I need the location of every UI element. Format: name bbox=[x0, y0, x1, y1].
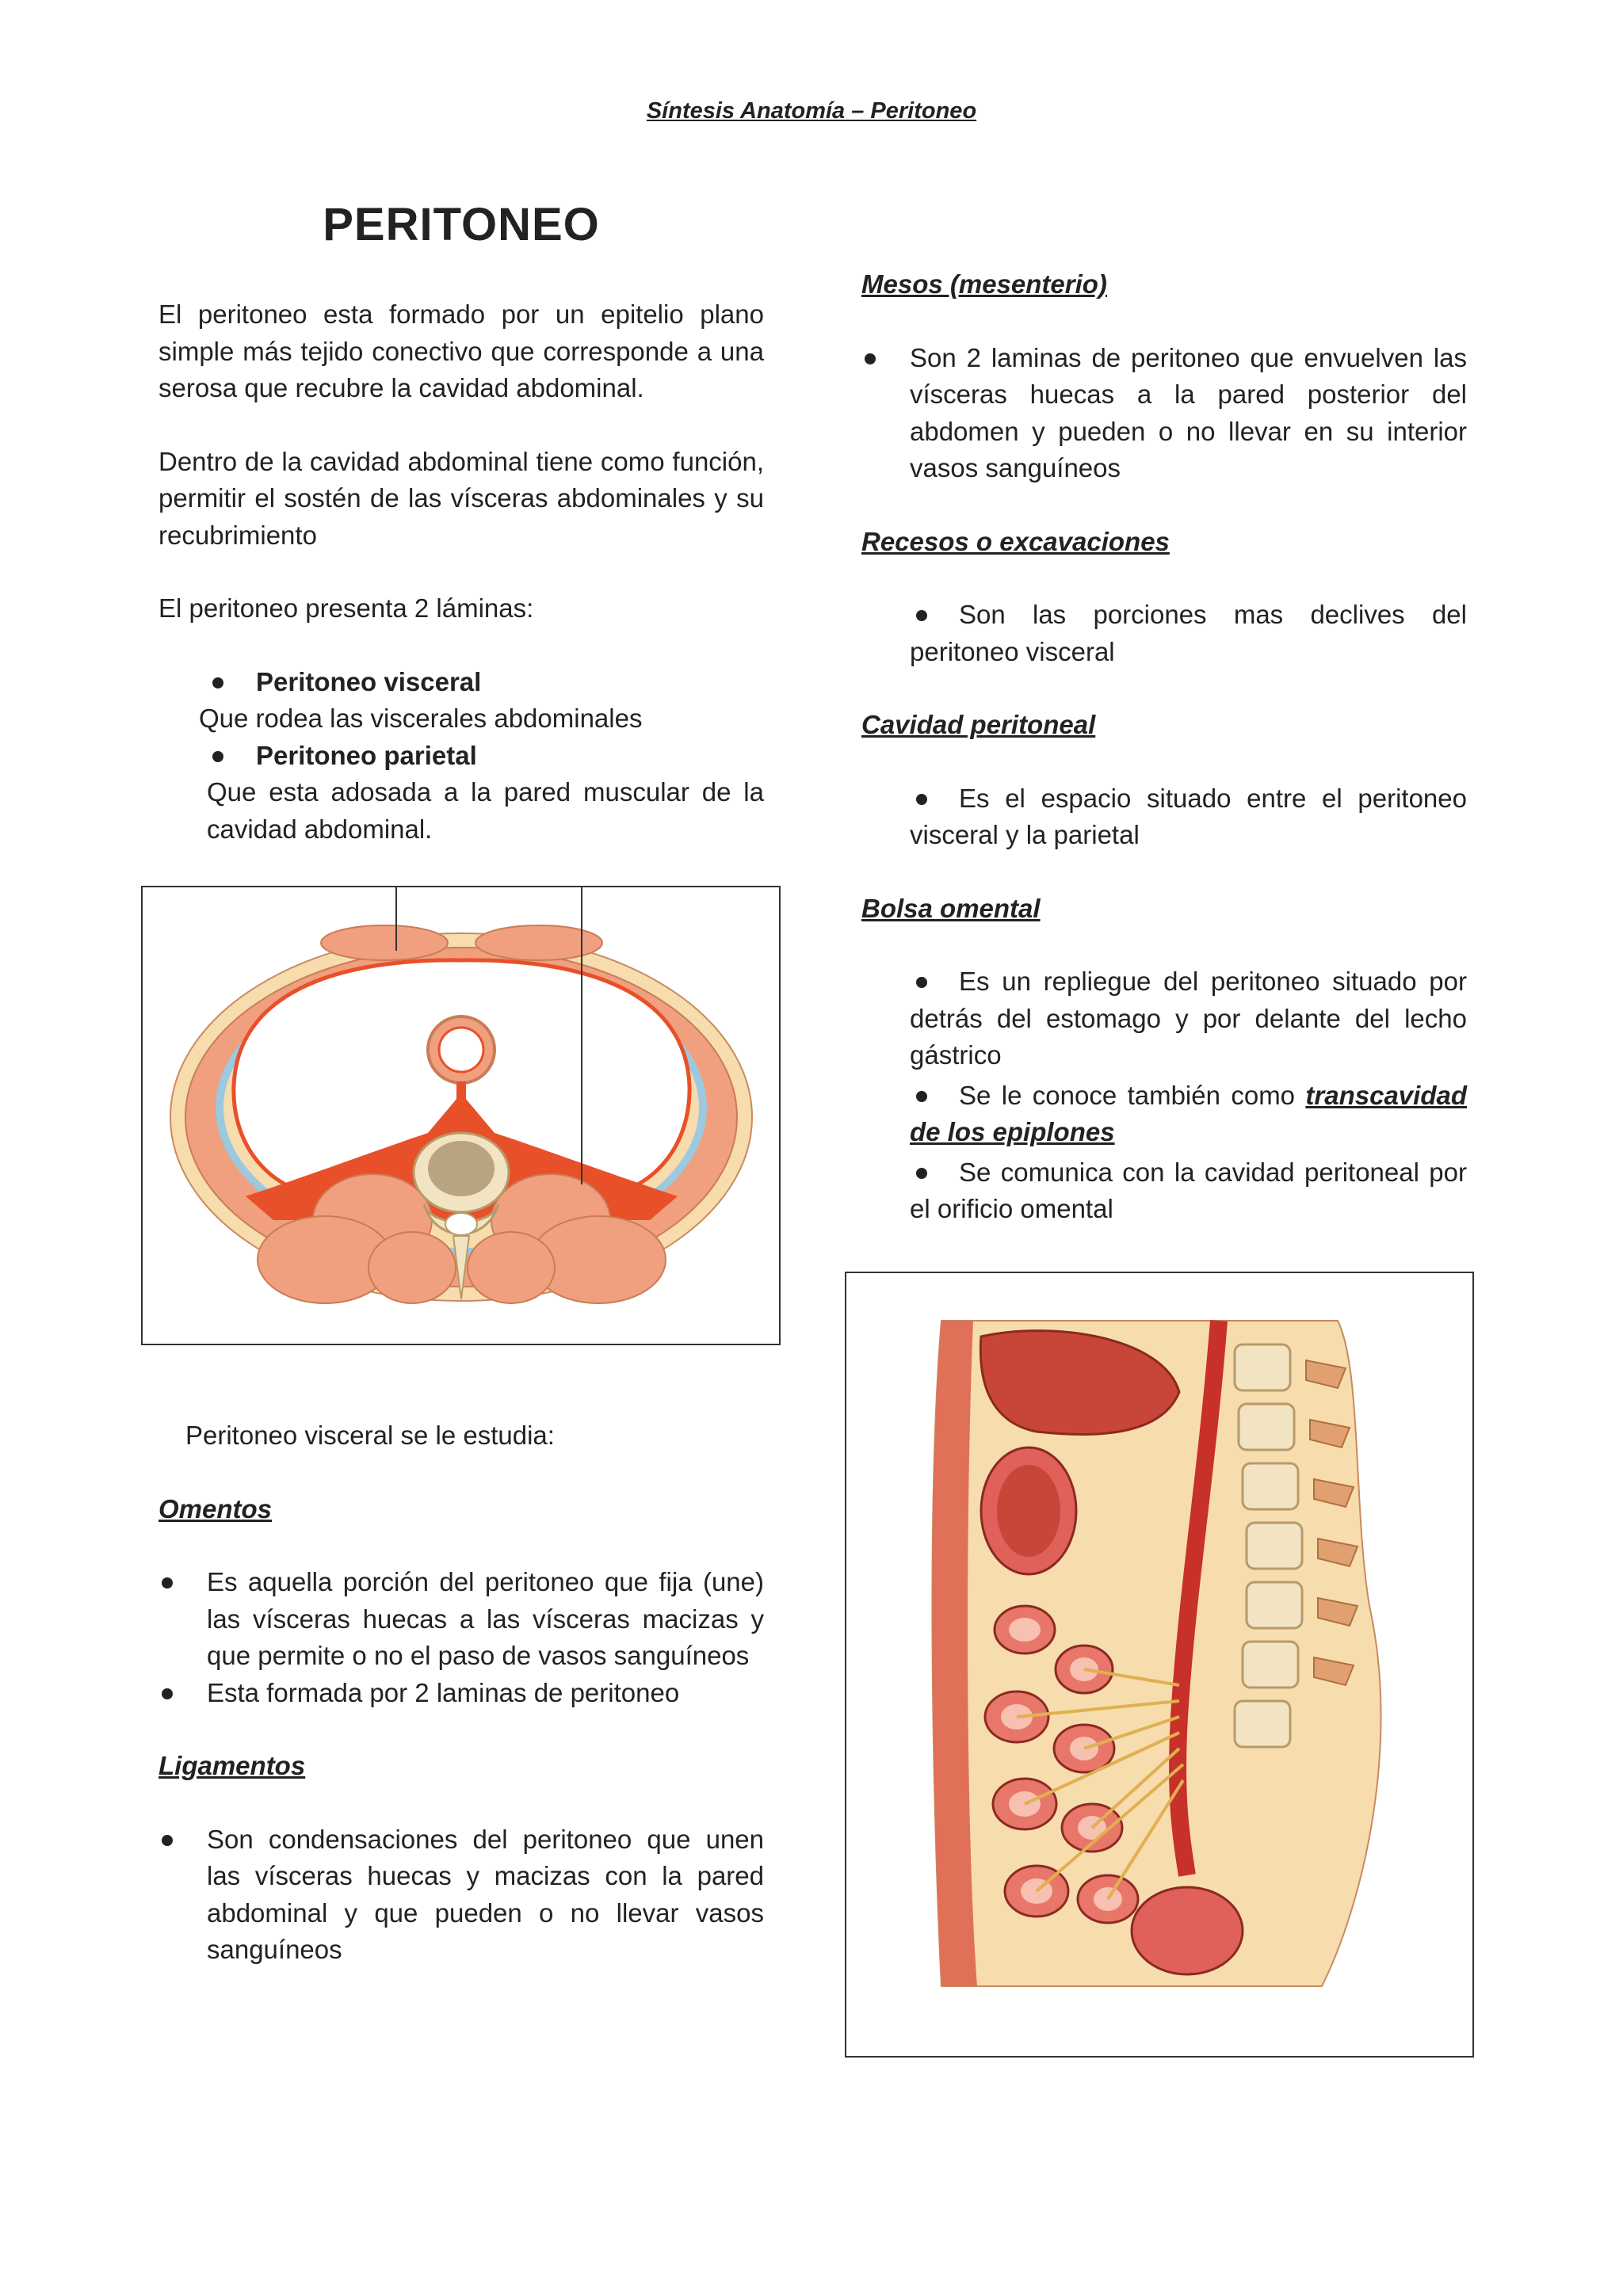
cavidad-bullet-1: Es el espacio situado entre el peritoneo visceral y la parietal bbox=[910, 783, 1467, 849]
laminas-intro: El peritoneo presenta 2 láminas: bbox=[158, 593, 534, 623]
right-column bbox=[861, 266, 1467, 1228]
omentos-bullet-2: Esta formada por 2 laminas de peritoneo bbox=[207, 1677, 680, 1707]
bullet-icon bbox=[212, 677, 223, 688]
list-item bbox=[158, 1564, 764, 1675]
list-item bbox=[158, 1821, 764, 1969]
intro-paragraph: El peritoneo esta formado por un epitelio plano simple más tejido conectivo que corresponde a una serosa que recubre la cavidad abdominal. bbox=[158, 299, 764, 402]
bullet-icon bbox=[162, 1577, 173, 1589]
bullet-icon bbox=[916, 794, 927, 805]
function-paragraph: Dentro de la cavidad abdominal tiene como función, permitir el sostén de las vísceras abdominales y su recubrimiento bbox=[158, 446, 764, 550]
mesos-bullet-1: Son 2 laminas de peritoneo que envuelven las vísceras huecas a la pared posterior del abdomen y pueden o no llevar en su interior vasos sanguíneos bbox=[910, 342, 1467, 482]
omentos-title: Omentos bbox=[158, 1493, 273, 1524]
visceral-study-intro: Peritoneo visceral se le estudia: bbox=[185, 1421, 555, 1450]
omentos-bullet-1: Es aquella porción del peritoneo que fija (une) las vísceras huecas a las vísceras macizas y que permite o no el paso de vasos sanguíneos bbox=[207, 1567, 764, 1670]
lamina-parietal-desc: Que esta adosada a la pared muscular de la cavidad abdominal. bbox=[207, 777, 764, 844]
ligamentos-title: Ligamentos bbox=[158, 1751, 306, 1780]
abdomen-cross-section-illustration bbox=[143, 887, 779, 1344]
bullet-icon bbox=[916, 1091, 927, 1102]
list-item bbox=[861, 963, 1467, 1074]
list-item bbox=[158, 1675, 764, 1712]
list-item bbox=[861, 597, 1467, 670]
bullet-icon bbox=[162, 1835, 173, 1846]
bullet-icon bbox=[916, 1168, 927, 1179]
list-item bbox=[158, 738, 764, 775]
left-column-top bbox=[158, 296, 764, 848]
sagittal-section-figure bbox=[845, 1272, 1474, 2058]
page-header: Síntesis Anatomía – Peritoneo bbox=[646, 98, 977, 124]
bullet-icon bbox=[162, 1688, 173, 1699]
recesos-bullet-1: Son las porciones mas declives del peritoneo visceral bbox=[910, 600, 1467, 666]
bullet-icon bbox=[916, 610, 927, 621]
bolsa-title: Bolsa omental bbox=[861, 893, 1041, 923]
recesos-title: Recesos o excavaciones bbox=[861, 526, 1170, 556]
lamina-parietal-title: Peritoneo parietal bbox=[256, 740, 477, 770]
list-item bbox=[861, 1077, 1467, 1151]
bolsa-bullet-2-emphasis: transcavidad de los epiplones bbox=[910, 1080, 1467, 1146]
cavidad-title: Cavidad peritoneal bbox=[861, 710, 1096, 739]
list-item bbox=[158, 664, 764, 701]
sagittal-section-illustration bbox=[846, 1273, 1472, 2056]
bullet-icon bbox=[916, 977, 927, 988]
left-column-bottom bbox=[158, 1417, 764, 1969]
list-item bbox=[861, 340, 1467, 487]
bolsa-bullet-1: Es un repliegue del peritoneo situado por detrás del estomago y por delante del lecho gástrico bbox=[910, 967, 1467, 1070]
mesos-title: Mesos (mesenterio) bbox=[861, 269, 1107, 299]
list-item bbox=[861, 780, 1467, 854]
lamina-visceral-desc: Que rodea las viscerales abdominales bbox=[199, 704, 643, 733]
bullet-icon bbox=[865, 353, 876, 364]
bullet-icon bbox=[212, 751, 223, 762]
bolsa-bullet-2-prefix: Se le conoce también como bbox=[959, 1080, 1306, 1110]
list-item bbox=[861, 1154, 1467, 1228]
cross-section-figure bbox=[141, 886, 781, 1345]
page-title: PERITONEO bbox=[323, 199, 600, 250]
lamina-visceral-title: Peritoneo visceral bbox=[256, 666, 482, 696]
ligamentos-bullet-1: Son condensaciones del peritoneo que unen las vísceras huecas y macizas con la pared abdominal y que pueden o no llevar vasos sanguíneos bbox=[207, 1824, 764, 1964]
bolsa-bullet-3: Se comunica con la cavidad peritoneal por el orificio omental bbox=[910, 1157, 1467, 1223]
